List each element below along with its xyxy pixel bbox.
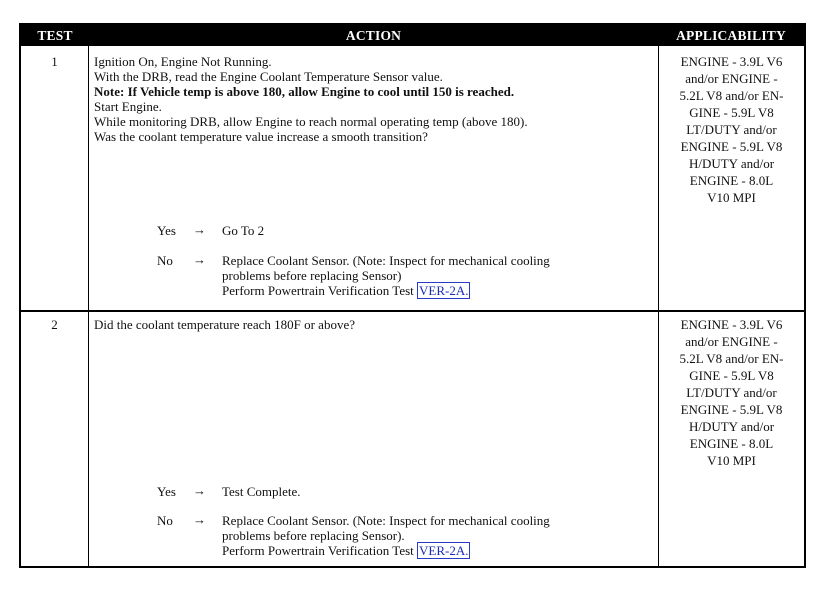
no-result: Replace Coolant Sensor. (Note: Inspect for mechanical cooling [222, 513, 550, 528]
diagnostic-test-table [19, 23, 806, 568]
test-number: 2 [51, 317, 58, 332]
action-line: Start Engine. [94, 99, 162, 114]
ver-2a-link[interactable]: VER-2A. [419, 283, 469, 298]
header-action: ACTION [345, 28, 402, 43]
ver-2a-link[interactable]: VER-2A. [419, 543, 469, 558]
no-result: Perform Powertrain Verification Test VER-2A. [222, 283, 469, 298]
applicability-cell: ENGINE - 3.9L V6 and/or ENGINE - 5.2L V8 and/or EN- GINE - 5.9L V8 LT/DUTY and/or ENGINE - 5.9L V8 H/DUTY and/or ENGINE - 8.0L V10 MPI [679, 54, 784, 205]
yes-result: Go To 2 [222, 223, 265, 238]
arrow-right-icon: → [193, 483, 206, 498]
test-number: 1 [51, 54, 58, 69]
no-result: Replace Coolant Sensor. (Note: Inspect for mechanical cooling [222, 253, 550, 268]
row-divider [21, 310, 804, 312]
arrow-right-icon: → [193, 252, 206, 267]
action-line: While monitoring DRB, allow Engine to reach normal operating temp (above 180). [94, 114, 528, 129]
yes-result: Test Complete. [222, 484, 301, 499]
no-result: problems before replacing Sensor) [222, 268, 402, 283]
action-line: With the DRB, read the Engine Coolant Temperature Sensor value. [94, 69, 443, 84]
table-header [21, 25, 804, 46]
header-test: TEST [37, 28, 73, 43]
column-divider [88, 46, 89, 566]
action-line: Ignition On, Engine Not Running. [94, 54, 272, 69]
yes-label: Yes [157, 223, 176, 238]
applicability-cell: ENGINE - 3.9L V6 and/or ENGINE - 5.2L V8 and/or EN- GINE - 5.9L V8 LT/DUTY and/or ENGINE - 5.9L V8 H/DUTY and/or ENGINE - 8.0L V10 MPI [679, 317, 784, 468]
no-label: No [157, 513, 173, 528]
no-label: No [157, 253, 173, 268]
action-question: Did the coolant temperature reach 180F or above? [94, 317, 355, 332]
no-result: Perform Powertrain Verification Test VER-2A. [222, 543, 469, 558]
action-note: Note: If Vehicle temp is above 180, allow Engine to cool until 150 is reached. [94, 84, 515, 99]
arrow-right-icon: → [193, 512, 206, 527]
yes-label: Yes [157, 484, 176, 499]
no-result: problems before replacing Sensor). [222, 528, 405, 543]
header-applicability: APPLICABILITY [676, 28, 786, 43]
action-question: Was the coolant temperature value increase a smooth transition? [94, 129, 428, 144]
arrow-right-icon: → [193, 222, 206, 237]
